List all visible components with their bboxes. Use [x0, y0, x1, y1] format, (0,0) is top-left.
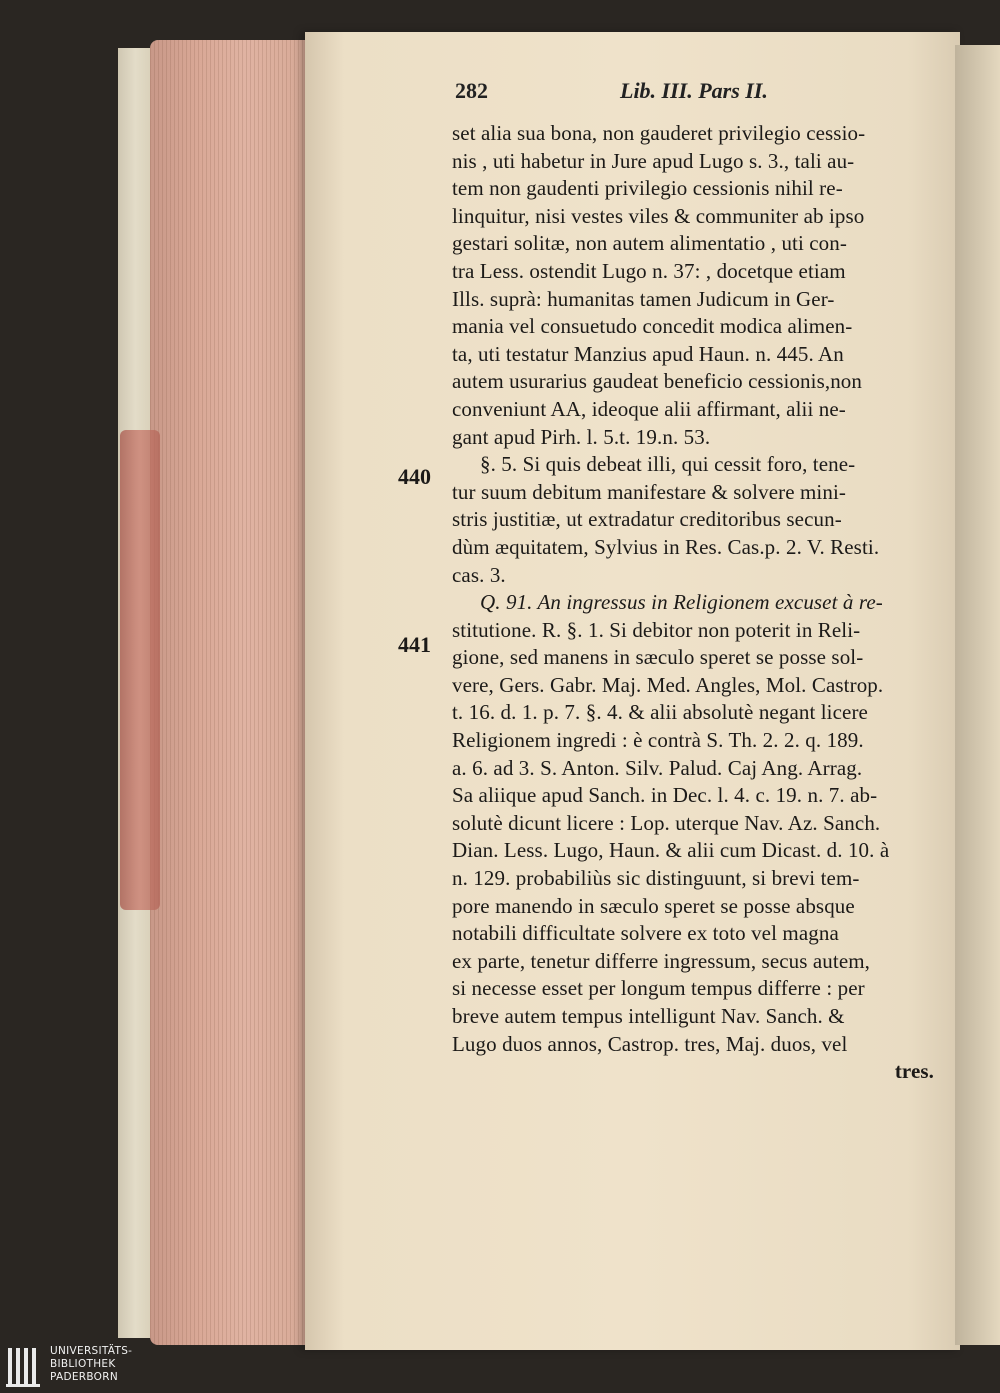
text-line: dùm æquitatem, Sylvius in Res. Cas.p. 2. V. Resti.	[452, 534, 880, 559]
margin-number-441: 441	[398, 632, 431, 657]
text-line: Ills. suprà: humanitas tamen Judicum in Ger-	[452, 286, 835, 311]
text-line: linquitur, nisi vestes viles & communiter ab ipso	[452, 203, 865, 228]
text-line: mania vel consuetudo concedit modica alimen-	[452, 314, 853, 339]
text-line: ta, uti testatur Manzius apud Haun. n. 445. An	[452, 341, 844, 366]
text-line: t. 16. d. 1. p. 7. §. 4. & alii absolutè negant licere	[452, 700, 868, 725]
text-line: set alia sua bona, non gauderet privilegio cessio-	[452, 121, 866, 145]
text-line: Religionem ingredi : è contrà S. Th. 2. 2. q. 189.	[452, 728, 864, 753]
text-line: gant apud Pirh. l. 5.t. 19.n. 53.	[452, 424, 711, 449]
library-emblem-icon	[6, 1344, 44, 1388]
text-line: ex parte, tenetur differre ingressum, secus autem,	[452, 948, 871, 973]
text-line: breve autem tempus intelligunt Nav. Sanch. &	[452, 1004, 845, 1028]
text-line: gione, sed manens in sæculo speret se posse sol-	[452, 645, 864, 670]
text-line: conveniunt AA, ideoque alii affirmant, alii ne-	[452, 396, 846, 421]
text-line: pore manendo in sæculo speret se posse absque	[452, 893, 855, 918]
text-line: Sa aliique apud Sanch. in Dec. l. 4. c. 19. n. 7. ab-	[452, 783, 878, 808]
red-stain	[120, 430, 160, 910]
text-line: tur suum debitum manifestare & solvere mini-	[452, 479, 846, 504]
text-line: notabili difficultate solvere ex toto vel magna	[452, 921, 839, 946]
text-line: n. 129. probabiliùs sic distinguunt, si brevi tem-	[452, 866, 860, 891]
text-line: Dian. Less. Lugo, Haun. & alii cum Dicast. d. 10. à	[452, 838, 890, 863]
text-line: solutè dicunt licere : Lop. uterque Nav. Az. Sanch.	[452, 810, 881, 835]
page-block-edge	[150, 40, 310, 1345]
text-line: autem usurarius gaudeat beneficio cessionis,non	[452, 369, 862, 394]
logo-line-3: PADERBORN	[50, 1371, 118, 1383]
logo-line-2: BIBLIOTHEK	[50, 1358, 116, 1370]
page-header	[455, 78, 955, 108]
body-text	[452, 120, 964, 1086]
text-line: a. 6. ad 3. S. Anton. Silv. Palud. Caj Ang. Arrag.	[452, 755, 863, 780]
text-line: gestari solitæ, non autem alimentatio , uti con-	[452, 231, 847, 256]
catchword: tres.	[894, 1059, 934, 1084]
library-logo	[0, 1336, 200, 1393]
text-line: Lugo duos annos, Castrop. tres, Maj. duos, vel	[452, 1031, 848, 1056]
page-number: 282	[455, 78, 488, 103]
text-line: stitutione. R. §. 1. Si debitor non poterit in Reli-	[452, 617, 861, 642]
text-line: nis , uti habetur in Jure apud Lugo s. 3., tali au-	[452, 148, 855, 173]
text-line: Q. 91. An ingressus in Religionem excuset à re-	[480, 590, 883, 615]
text-line: tem non gaudenti privilegio cessionis nihil re-	[452, 176, 843, 201]
text-line: tra Less. ostendit Lugo n. 37: , docetque etiam	[452, 258, 846, 283]
text-line: si necesse esset per longum tempus differre : per	[452, 976, 865, 1001]
text-line: cas. 3.	[452, 562, 506, 587]
logo-line-1: UNIVERSITÄTS-	[50, 1345, 133, 1357]
text-line: vere, Gers. Gabr. Maj. Med. Angles, Mol. Castrop.	[452, 672, 884, 697]
text-line: stris justitiæ, ut extradatur creditoribus secun-	[452, 507, 842, 532]
text-line: §. 5. Si quis debeat illi, qui cessit foro, tene-	[480, 452, 856, 477]
running-title: Lib. III. Pars II.	[620, 78, 768, 103]
margin-number-440: 440	[398, 464, 431, 489]
